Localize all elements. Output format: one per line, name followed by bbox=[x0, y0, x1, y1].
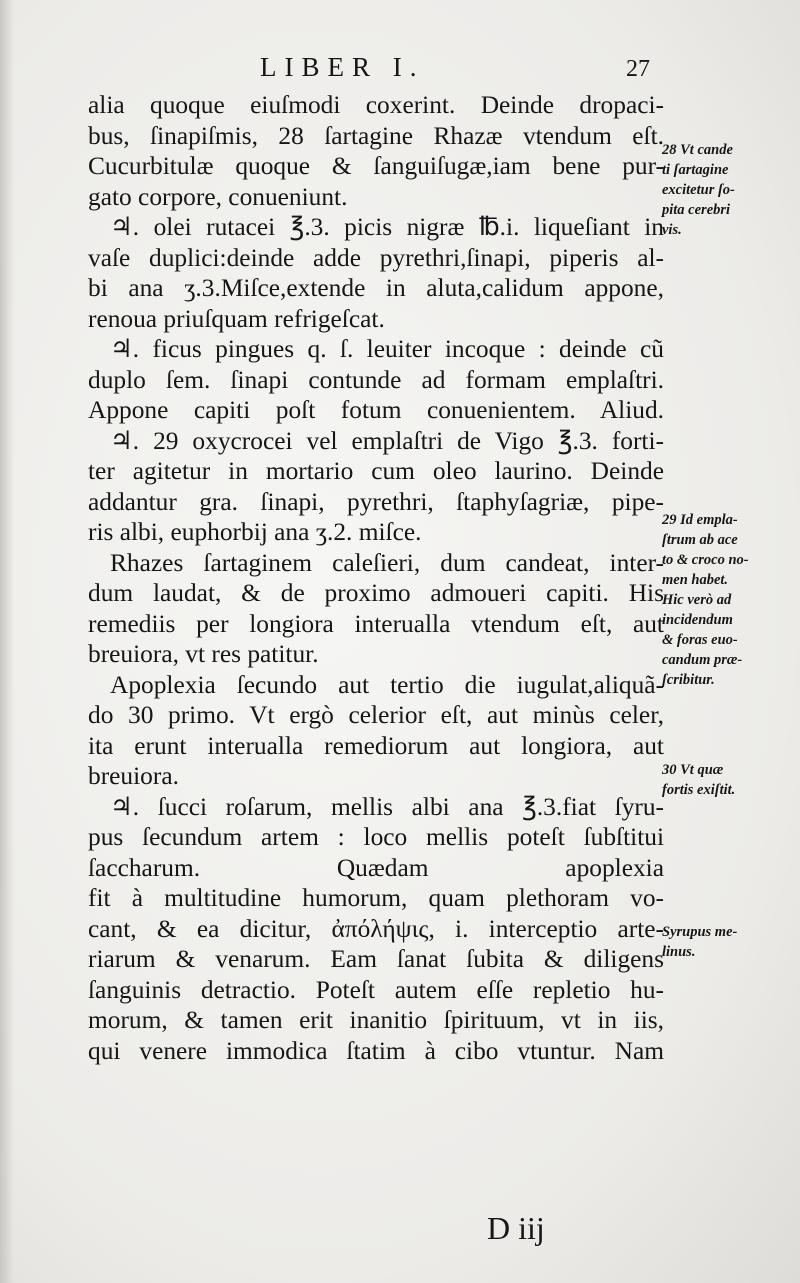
margin-note-line: 29 Id empla- bbox=[662, 512, 738, 528]
body-text bbox=[88, 90, 664, 1066]
margin-note-line: pita cerebri bbox=[662, 202, 731, 218]
margin-note-line: Syrupus me- bbox=[662, 924, 738, 940]
text-line: bus, ſinapiſmis, 28 ſartagine Rhazæ vtendum eſt. bbox=[88, 121, 664, 150]
margin-note-line: ſtrum ab ace bbox=[662, 532, 738, 548]
margin-note-line: men habet. bbox=[662, 572, 729, 588]
text-line: ♃. ficus pingues q. ſ. leuiter incoque : deinde cũ bbox=[110, 335, 664, 363]
margin-note-line: candum præ- bbox=[662, 652, 743, 668]
page-header bbox=[230, 52, 660, 92]
text-line: bi ana ʒ.3.Miſce,extende in aluta,calidum appone, bbox=[88, 274, 664, 302]
text-line: ris albi, euphorbij ana ʒ.2. miſce. bbox=[88, 518, 422, 546]
margin-note-line: 28 Vt cande bbox=[662, 142, 733, 158]
text-line: remediis per longiora interualla vtendum eſt, aut bbox=[88, 609, 664, 638]
page-edge-shadow bbox=[0, 0, 14, 1283]
margin-note-line: linus. bbox=[662, 944, 696, 960]
text-line: cant, & ea dicitur, ἀπόλήψις, i. interceptio arte- bbox=[88, 914, 664, 943]
text-line: fit à multitudine humorum, quam plethoram vo- bbox=[88, 884, 664, 912]
text-line: riarum & venarum. Eam ſanat ſubita & diligens bbox=[88, 945, 664, 973]
text-line: vaſe duplici:deinde adde pyrethri,ſinapi, piperis al- bbox=[88, 243, 664, 272]
margin-note-line: 30 Vt quæ bbox=[662, 762, 724, 778]
text-line: breuiora. bbox=[88, 762, 179, 790]
margin-note-line: vis. bbox=[662, 222, 682, 238]
text-line: ſanguinis detractio. Poteſt autem eſſe repletio hu- bbox=[88, 975, 664, 1004]
running-title: LIBER I. bbox=[260, 52, 425, 82]
margin-note-line: Hic verò ad bbox=[662, 592, 732, 608]
text-line: ♃. ſucci roſarum, mellis albi ana ℥.3.fiat ſyru- bbox=[110, 792, 664, 821]
text-line: morum, & tamen erit inanitio ſpirituum, vt in iis, bbox=[88, 1006, 664, 1034]
text-line: renoua priuſquam refrigeſcat. bbox=[88, 304, 385, 333]
text-line: addantur gra. ſinapi, pyrethri, ſtaphyſagriæ, pipe- bbox=[88, 487, 664, 516]
text-line: Appone capiti poſt fotum conuenientem. Aliud. bbox=[88, 396, 664, 424]
margin-note bbox=[662, 140, 794, 240]
text-line: ter agitetur in mortario cum oleo laurino. Deinde bbox=[88, 457, 664, 485]
text-line: ita erunt interualla remediorum aut longiora, aut bbox=[88, 731, 664, 760]
page-number: 27 bbox=[626, 56, 650, 82]
margin-note-line: ſcribitur. bbox=[662, 672, 715, 688]
text-line: ♃. olei rutacei ℥.3. picis nigræ ℔.i. liqueſiant in bbox=[110, 213, 664, 241]
margin-note-line: fortis exiſtit. bbox=[662, 782, 736, 798]
text-line: ♃. 29 oxycrocei vel emplaſtri de Vigo ℥.3. forti- bbox=[110, 426, 664, 455]
margin-note bbox=[662, 510, 794, 690]
text-line: Cucurbitulæ quoque & ſanguiſugæ,iam bene pur- bbox=[88, 152, 664, 180]
text-line: Apoplexia ſecundo aut tertio die iugulat,aliquã- bbox=[110, 670, 664, 699]
margin-note-line: & foras euo- bbox=[662, 632, 738, 648]
margin-note-line: ti ſartagine bbox=[662, 162, 729, 178]
text-line: breuiora, vt res patitur. bbox=[88, 640, 319, 668]
signature-mark: D iij bbox=[487, 1210, 545, 1246]
text-line: do 30 primo. Vt ergò celerior eſt, aut minùs celer, bbox=[88, 701, 664, 729]
text-line: gato corpore, conueniunt. bbox=[88, 182, 348, 211]
margin-note bbox=[662, 922, 794, 962]
text-line: dum laudat, & de proximo admoueri capiti. His bbox=[88, 579, 664, 607]
text-line: qui venere immodica ſtatim à cibo vtuntur. Nam bbox=[88, 1036, 664, 1065]
text-line: duplo ſem. ſinapi contunde ad formam emplaſtri. bbox=[88, 365, 664, 394]
margin-note-line: incidendum bbox=[662, 612, 733, 628]
text-line: alia quoque eiuſmodi coxerint. Deinde dropaci- bbox=[88, 91, 664, 119]
margin-note bbox=[662, 760, 794, 800]
margin-note-line: to & croco no- bbox=[662, 552, 749, 568]
text-line: pus ſecundum artem : loco mellis poteſt ſubſtitui bbox=[88, 823, 664, 851]
margin-note-line: excitetur ſo- bbox=[662, 182, 735, 198]
text-line: ſaccharum. Quædam apoplexia bbox=[88, 853, 664, 882]
text-line: Rhazes ſartaginem caleſieri, dum candeat, inter- bbox=[110, 548, 664, 577]
